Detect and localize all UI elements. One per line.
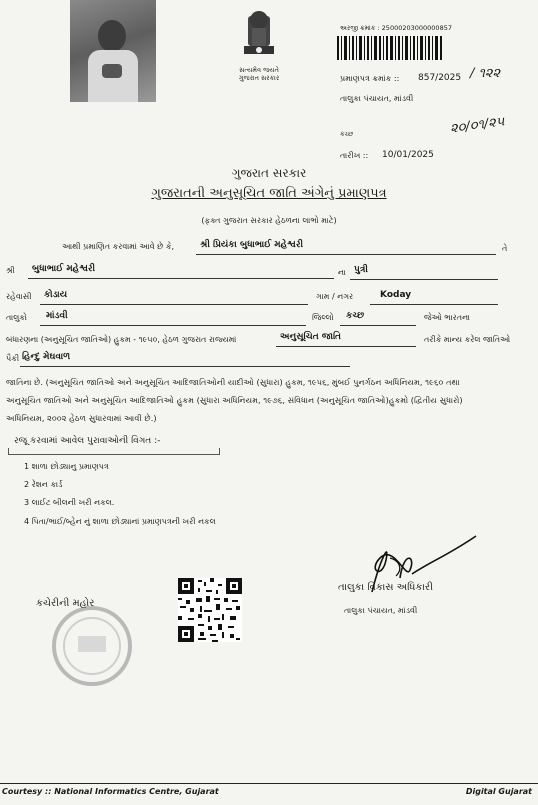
taluka-value: માંડવી: [46, 311, 68, 321]
village-label: ગામ / નગર: [316, 292, 354, 301]
order-text: બંધારણના (અનુસૂચિત જાતિઓ) હુકમ - ૧૯૫૦, હેઠળ ગુજરાત રાજ્યમાં: [6, 335, 237, 344]
officer-place: તાલુકા પંચાયત, માંડવી: [344, 606, 418, 615]
certificate-number: 857/2025: [418, 73, 462, 83]
applicant-name: શ્રી પ્રિયંકા બુધાભાઈ મહેશ્વરી: [200, 240, 304, 250]
evidence-item: 3 લાઈટ બીલની ખરી નકલ.: [24, 498, 115, 507]
recognized-text: તરીકે માન્ય કરેલ જાતિઓ: [424, 335, 511, 344]
emblem-caption-2: ગુજરાત સરકાર: [238, 74, 280, 82]
govt-heading: ગુજરાત સરકાર: [231, 166, 307, 180]
evidence-heading: રજૂ કરવામાં આવેલ પુરાવાઓની વિગત :-: [14, 436, 161, 446]
legal-paragraph-2: અનુસૂચિત જાતિઓ અને અનુસૂચિત આદિજાતિઓ હુકમ (સુધારા અધિનિયમ, ૧૯૭૬, સંવિધાન (અનુસૂચિત જાતિઓ)હુકમો (દ્વિતીય સુધારો): [6, 395, 463, 405]
taluka-panchayat: તાલુકા પંચાયત, માંડવી: [340, 94, 414, 103]
district-value: કચ્છ: [346, 311, 365, 321]
qr-code: [178, 578, 242, 642]
na-label: ના: [338, 268, 346, 277]
father-name: બુધાભાઈ મહેશ્વરી: [32, 264, 96, 274]
certificate-title: ગુજરાતની અનુસૂચિત જાતિ અંગેનું પ્રમાણપત્ર: [151, 186, 387, 201]
issue-date: 10/01/2025: [382, 150, 434, 160]
certificate-subtitle: (ફક્ત ગુજરાત સરકાર હેઠળના લાભો માટે): [201, 216, 337, 225]
category-value: અનુસૂચિત જાતિ: [280, 332, 341, 342]
barcode: [337, 36, 442, 60]
caste-prefix: પૈકી: [6, 354, 20, 363]
office-seal: [42, 596, 134, 688]
resident-label: રહેવાસી: [6, 292, 32, 301]
evidence-item: 4 પિતા/ભાઈ/બ્હેન નું શાળા છોડ્યાનાં પ્રમાણપત્રની ખરી નકલ: [24, 517, 216, 526]
district-label: જિલ્લો: [312, 313, 334, 322]
shri-label: શ્રી: [6, 266, 15, 275]
village-value: Koday: [380, 290, 412, 300]
evidence-item: 2 રેશન કાર્ડ: [24, 480, 63, 489]
application-number: અરજી ક્રમાંક : 25000203000000857: [340, 24, 452, 32]
certificate-number-label: પ્રમાણપત્ર ક્રમાંક ::: [340, 74, 400, 83]
caste-value: હિન્દુ મેઘવાળ: [22, 352, 71, 362]
handwritten-number: / ૧૨૨: [470, 66, 501, 81]
state-text: જેઓ ભારતના: [424, 313, 471, 322]
emblem-caption-1: સત્યમેવ જયતે: [239, 66, 279, 74]
resident-value: કોડાય: [44, 290, 68, 300]
legal-paragraph-3: અધિનિયમ, ૨૦૦૨ હેઠળ સુધારવામાં આવી છે.): [6, 413, 157, 423]
relation: પુત્રી: [354, 265, 368, 275]
footer-courtesy: Courtesy :: National Informatics Centre, Gujarat: [2, 787, 219, 796]
date-label: તારીખ ::: [340, 151, 369, 160]
footer-digital-gujarat: Digital Gujarat: [465, 787, 532, 796]
officer-title: તાલુકા વિકાસ અધિકારી: [338, 582, 433, 593]
applicant-photo: [70, 0, 156, 102]
taluka-label: તાલુકો: [6, 313, 27, 322]
kutch-label: કચ્છ: [340, 130, 354, 138]
intro-text: આથી પ્રમાણિત કરવામાં આવે છે કે,: [62, 242, 175, 251]
evidence-item: 1 શાળા છોડ્યાનુ પ્રમાણપત્ર: [24, 462, 109, 471]
te-text: તે: [502, 244, 508, 253]
office-seal-label: કચેરીની મહોર: [36, 598, 95, 609]
legal-paragraph-1: જાતિના છે. (અનુસૂચિત જાતિઓ અને અનુસૂચિત આદિજાતિઓની યાદીઓ (સુધારા) હુકમ, ૧૯૫૬, મુંબઈ પુનર્ગઠન અધિનિયમ, ૧૯૬૦ તથા: [6, 377, 460, 387]
handwritten-date: ૨૦/૦૧/૨૫: [449, 114, 506, 137]
